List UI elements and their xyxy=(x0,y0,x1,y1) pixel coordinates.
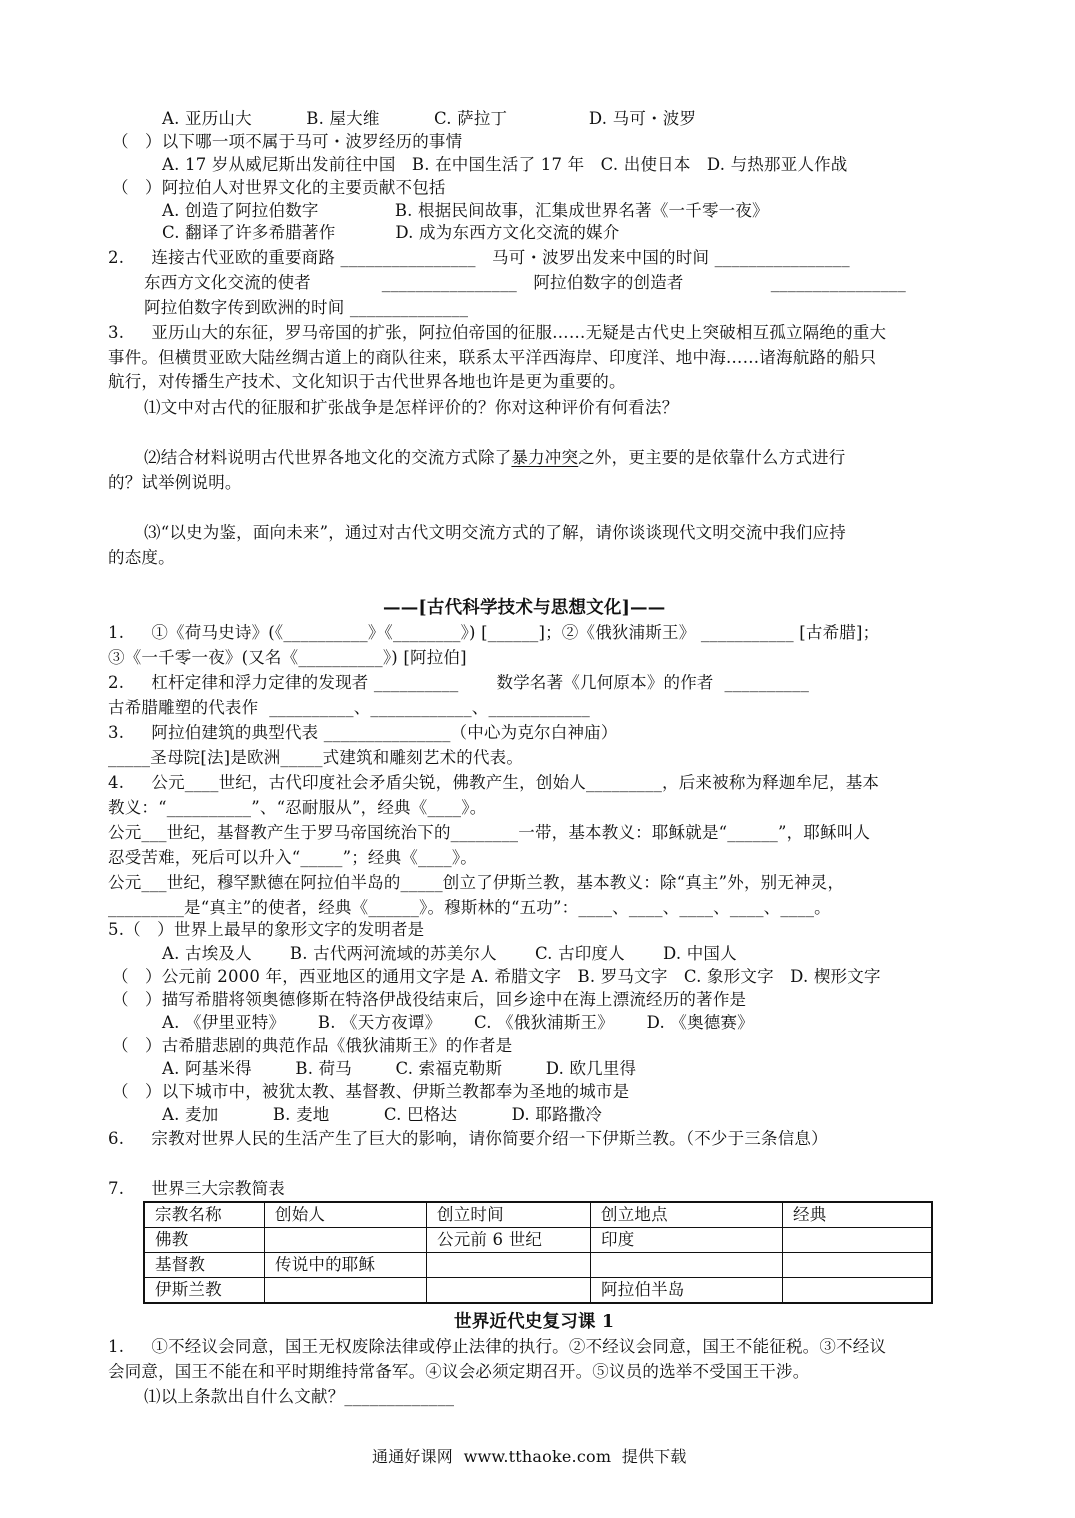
footer-download-note: 通通好课网 www.tthaoke.com 提供下载 xyxy=(372,1447,687,1466)
fill-1-line2: ③《一千零一夜》(又名《__________》) [阿拉伯] xyxy=(108,648,467,667)
question-3-3-line1: ⑶“以史为鉴，面向未来”，通过对古代文明交流方式的了解，请你谈谈现代文明交流中我们应持 xyxy=(144,523,846,542)
question-3-2-text-b: 之外，更主要的是依靠什么方式进行 xyxy=(578,448,846,467)
table-cell: 基督教 xyxy=(144,1253,265,1278)
choice-5-options: A. 古埃及人 B. 古代两河流域的苏美尔人 C. 古印度人 D. 中国人 xyxy=(162,944,737,963)
fill-3-line2: _____圣母院[法]是欧洲_____式建筑和雕刻艺术的代表。 xyxy=(108,748,524,767)
table-cell xyxy=(783,1228,933,1253)
table-row xyxy=(144,1278,932,1304)
question-3-2-text-a: ⑵结合材料说明古代世界各地文化的交流方式除了 xyxy=(144,448,512,467)
table-cell xyxy=(427,1278,591,1304)
table-cell xyxy=(591,1253,783,1278)
fill-blank-2-line2: 东西方文化交流的使者 ________________ 阿拉伯数字的创造者 ________________ xyxy=(144,273,906,292)
question-3-2-line1 xyxy=(144,447,845,469)
table-cell: 佛教 xyxy=(144,1228,265,1253)
table-cell xyxy=(783,1253,933,1278)
fill-4-line6: _________是“真主”的使者，经典《______》。穆斯林的“五功”：____、____、____、____、____。 xyxy=(108,898,831,917)
modern-q1-sub1: ⑴以上条款出自什么文献？_____________ xyxy=(144,1387,455,1406)
table-cell: 阿拉伯半岛 xyxy=(591,1278,783,1304)
q-arab-contribution: （ ）阿拉伯人对世界文化的主要贡献不包括 xyxy=(112,178,446,197)
underlined-term: 暴力冲突 xyxy=(511,448,579,467)
question-7-title: 7. 世界三大宗教简表 xyxy=(108,1179,285,1198)
table-cell xyxy=(265,1278,427,1304)
table-header-cell: 创立时间 xyxy=(427,1202,591,1228)
fill-4-line1: 4. 公元____世纪，古代印度社会矛盾尖锐，佛教产生，创始人_________，后来被称为释迦牟尼，基本 xyxy=(108,773,880,792)
question-6: 6. 宗教对世界人民的生活产生了巨大的影响，请你简要介绍一下伊斯兰教。（不少于三条信息） xyxy=(108,1129,828,1148)
q-marco-polo: （ ）以下哪一项不属于马可・波罗经历的事情 xyxy=(112,132,463,151)
table-cell: 传说中的耶稣 xyxy=(265,1253,427,1278)
q-marco-polo-options: A. 17 岁从威尼斯出发前往中国 B. 在中国生活了 17 年 C. 出使日本 D. 与热那亚人作战 xyxy=(162,155,848,174)
fill-4-line3: 公元___世纪，基督教产生于罗马帝国统治下的________一带，基本教义：耶稣就是“______”，耶稣叫人 xyxy=(108,823,871,842)
choice-oedipus-options: A. 阿基米得 B. 荷马 C. 索福克勒斯 D. 欧几里得 xyxy=(162,1059,637,1078)
choice-oedipus-stem: （ ）古希腊悲剧的典范作品《俄狄浦斯王》的作者是 xyxy=(112,1036,513,1055)
table-header-cell: 创始人 xyxy=(265,1202,427,1228)
question-3-3-line2: 的态度。 xyxy=(108,548,175,567)
material-3-line3: 航行，对传播生产技术、文化知识于古代世界各地也许是更为重要的。 xyxy=(108,372,626,391)
table-header-cell: 经典 xyxy=(783,1202,933,1228)
fill-3-line1: 3. 阿拉伯建筑的典型代表 _______________（中心为克尔白神庙） xyxy=(108,723,618,742)
q-arab-options-cd: C. 翻译了许多希腊著作 D. 成为东西方文化交流的媒介 xyxy=(162,223,620,242)
q-arab-options-ab: A. 创造了阿拉伯数字 B. 根据民间故事，汇集成世界名著《一千零一夜》 xyxy=(162,201,769,220)
table-cell xyxy=(265,1228,427,1253)
q1-options-line: A. 亚历山大 B. 屋大维 C. 萨拉丁 D. 马可・波罗 xyxy=(162,109,697,128)
table-cell: 印度 xyxy=(591,1228,783,1253)
fill-1-line1: 1. ①《荷马史诗》(《__________》《________》) [______]；②《俄狄浦斯王》 ___________ [古希腊]； xyxy=(108,623,880,642)
section-heading-science-culture: ——[古代科学技术与思想文化]—— xyxy=(383,598,666,618)
table-cell xyxy=(427,1253,591,1278)
table-cell: 伊斯兰教 xyxy=(144,1278,265,1304)
fill-2-line1: 2. 杠杆定律和浮力定律的发现者 __________ 数学名著《几何原本》的作者 __________ xyxy=(108,673,810,692)
choice-5-stem: 5.（ ）世界上最早的象形文字的发明者是 xyxy=(108,920,425,939)
fill-blank-2-line1: 2. 连接古代亚欧的重要商路 ________________ 马可・波罗出发来中国的时间 ________________ xyxy=(108,248,850,267)
table-header-cell: 宗教名称 xyxy=(144,1202,265,1228)
modern-q1-line1: 1. ①不经议会同意，国王无权废除法律或停止法律的执行。②不经议会同意，国王不能征税。③不经议 xyxy=(108,1337,887,1356)
choice-odysseus-options: A. 《伊里亚特》 B. 《天方夜谭》 C. 《俄狄浦斯王》 D. 《奥德赛》 xyxy=(162,1013,754,1032)
table-header-cell: 创立地点 xyxy=(591,1202,783,1228)
material-3-line1: 3. 亚历山大的东征，罗马帝国的扩张，阿拉伯帝国的征服……无疑是古代史上突破相互孤立隔绝的重大 xyxy=(108,323,887,342)
choice-writing-system: （ ）公元前 2000 年，西亚地区的通用文字是 A. 希腊文字 B. 罗马文字 C. 象形文字 D. 楔形文字 xyxy=(112,967,881,986)
fill-blank-2-line3: 阿拉伯数字传到欧洲的时间 ______________ xyxy=(144,298,469,317)
choice-odysseus-stem: （ ）描写希腊将领奥德修斯在特洛伊战役结束后，回乡途中在海上漂流经历的著作是 xyxy=(112,990,747,1009)
fill-4-line4: 忍受苦难，死后可以升入“_____”；经典《____》。 xyxy=(108,848,477,867)
table-row xyxy=(144,1228,932,1253)
material-3-line2: 事件。但横贯亚欧大陆丝绸古道上的商队往来，联系太平洋西海岸、印度洋、地中海……诸海航路的船只 xyxy=(108,348,877,367)
table-row xyxy=(144,1253,932,1278)
table-cell xyxy=(783,1278,933,1304)
question-3-1: ⑴文中对古代的征服和扩张战争是怎样评价的？你对这种评价有何看法？ xyxy=(144,398,679,417)
religions-table xyxy=(143,1201,933,1304)
choice-holy-city-options: A. 麦加 B. 麦地 C. 巴格达 D. 耶路撒冷 xyxy=(162,1105,603,1124)
question-3-2-line2: 的？试举例说明。 xyxy=(108,473,242,492)
table-header-row xyxy=(144,1202,932,1228)
section-heading-modern-history: 世界近代史复习课 1 xyxy=(454,1312,615,1332)
fill-4-line2: 教义：“__________”、“忍耐服从”，经典《____》。 xyxy=(108,798,487,817)
modern-q1-line2: 会同意，国王不能在和平时期维持常备军。④议会必须定期召开。⑤议员的选举不受国王干涉。 xyxy=(108,1362,810,1381)
table-cell: 公元前 6 世纪 xyxy=(427,1228,591,1253)
choice-holy-city-stem: （ ）以下城市中，被犹太教、基督教、伊斯兰教都奉为圣地的城市是 xyxy=(112,1082,630,1101)
fill-2-line2: 古希腊雕塑的代表作 __________、____________、____________ xyxy=(108,698,590,717)
fill-4-line5: 公元___世纪，穆罕默德在阿拉伯半岛的_____创立了伊斯兰教，基本教义：除“真主”外，别无神灵， xyxy=(108,873,845,892)
